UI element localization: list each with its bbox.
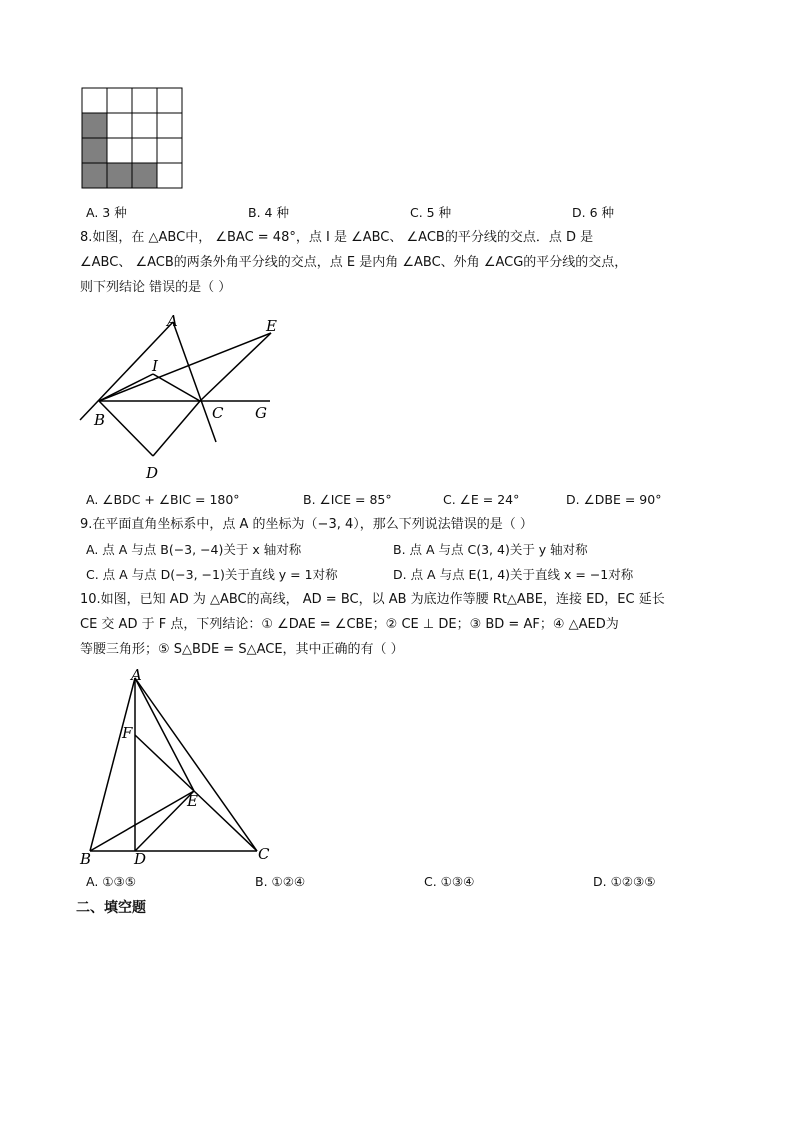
q8-stem-line1: 8.如图，在 △ABC中， ∠BAC = 48°，点 I 是 ∠ABC、 ∠ACB的平分线的交点．点 D 是 <box>80 230 594 245</box>
label-c: C <box>212 404 224 422</box>
label-d: D <box>146 464 159 482</box>
q8-option-b: B. ∠ICE = 85° <box>303 492 392 507</box>
label-i: I <box>152 357 158 375</box>
q9-stem: 9.在平面直角坐标系中，点 A 的坐标为（−3, 4），那么下列说法错误的是（ ） <box>80 517 533 532</box>
label-a: A <box>131 666 142 684</box>
label-f: F <box>122 724 133 742</box>
label-d: D <box>134 850 147 868</box>
q8-stem-line3: 则下列结论 错误的是（ ） <box>80 280 232 295</box>
q7-grid-figure <box>80 86 184 190</box>
q8-option-d: D. ∠DBE = 90° <box>566 492 662 507</box>
q8-triangle-figure <box>70 308 300 488</box>
q7-option-c: C. 5 种 <box>410 205 452 220</box>
q7-option-a: A. 3 种 <box>86 205 127 220</box>
label-a: A <box>167 312 178 330</box>
q9-option-d: D. 点 A 与点 E(1, 4)关于直线 x = −1对称 <box>393 567 634 582</box>
q10-option-d: D. ①②③⑤ <box>593 874 656 889</box>
q7-option-b: B. 4 种 <box>248 205 289 220</box>
q8-stem-line2: ∠ABC、 ∠ACB的两条外角平分线的交点，点 E 是内角 ∠ABC、外角 ∠ACG的平分线的交点， <box>80 255 628 270</box>
label-c: C <box>258 845 270 863</box>
q10-option-a: A. ①③⑤ <box>86 874 136 889</box>
label-b: B <box>94 411 106 429</box>
q8-option-a: A. ∠BDC + ∠BIC = 180° <box>86 492 240 507</box>
q9-option-a: A. 点 A 与点 B(−3, −4)关于 x 轴对称 <box>86 542 302 557</box>
q10-stem-line2: CE 交 AD 于 F 点，下列结论：① ∠DAE = ∠CBE；② CE ⊥ DE；③ BD = AF；④ △AED为 <box>80 617 619 632</box>
label-e: E <box>187 792 198 810</box>
section-title: 二、填空题 <box>76 900 146 916</box>
q9-option-c: C. 点 A 与点 D(−3, −1)关于直线 y = 1对称 <box>86 567 338 582</box>
q8-option-c: C. ∠E = 24° <box>443 492 520 507</box>
label-b: B <box>80 850 92 868</box>
q10-option-c: C. ①③④ <box>424 874 475 889</box>
q10-stem-line3: 等腰三角形；⑤ S△BDE = S△ACE，其中正确的有（ ） <box>80 642 404 657</box>
label-g: G <box>255 404 267 422</box>
q7-option-d: D. 6 种 <box>572 205 614 220</box>
q9-option-b: B. 点 A 与点 C(3, 4)关于 y 轴对称 <box>393 542 588 557</box>
q10-triangle-figure <box>74 664 284 872</box>
label-e: E <box>266 317 277 335</box>
q10-stem-line1: 10.如图，已知 AD 为 △ABC的高线， AD = BC，以 AB 为底边作等腰 Rt△ABE，连接 ED，EC 延长 <box>80 592 665 607</box>
q10-option-b: B. ①②④ <box>255 874 306 889</box>
shaded-region <box>82 113 107 188</box>
